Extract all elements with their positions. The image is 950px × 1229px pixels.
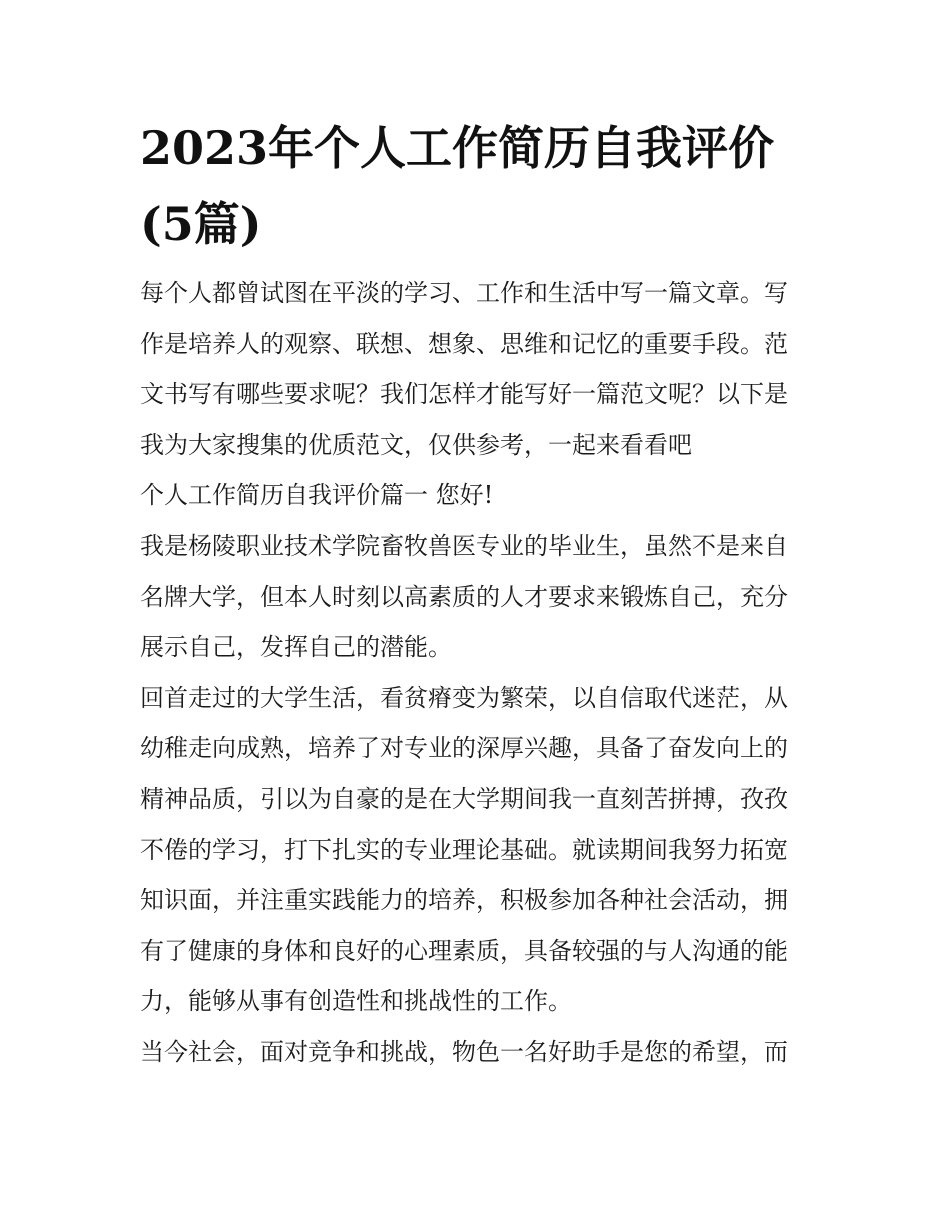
body-line: 有了健康的身体和良好的心理素质，具备较强的与人沟通的能 — [140, 936, 788, 965]
section-heading: 个人工作简历自我评价篇一 您好! — [140, 481, 494, 510]
title-line: 2023年个人工作简历自我评价 — [140, 121, 775, 175]
body-line: 文书写有哪些要求呢？我们怎样才能写好一篇范文呢？以下是 — [140, 380, 788, 409]
body-line: 展示自己，发挥自己的潜能。 — [140, 633, 452, 662]
document-content — [140, 110, 812, 1078]
title-line: (5篇) — [140, 197, 262, 251]
document-body — [140, 268, 812, 1078]
body-line: 精神品质，引以为自豪的是在大学期间我一直刻苦拼搏，孜孜 — [140, 784, 788, 813]
body-line: 当今社会，面对竞争和挑战，物色一名好助手是您的希望，而 — [140, 1037, 788, 1066]
body-line: 知识面，并注重实践能力的培养，积极参加各种社会活动，拥 — [140, 886, 788, 915]
body-line: 幼稚走向成熟，培养了对专业的深厚兴趣，具备了奋发向上的 — [140, 734, 788, 763]
body-line: 我为大家搜集的优质范文，仅供参考，一起来看看吧 — [140, 430, 692, 459]
document-title — [140, 110, 812, 262]
body-line: 名牌大学，但本人时刻以高素质的人才要求来锻炼自己，充分 — [140, 582, 788, 611]
body-line: 不倦的学习，打下扎实的专业理论基础。就读期间我努力拓宽 — [140, 835, 788, 864]
body-line: 每个人都曾试图在平淡的学习、工作和生活中写一篇文章。写 — [140, 279, 788, 307]
body-line: 作是培养人的观察、联想、想象、思维和记忆的重要手段。范 — [140, 329, 788, 358]
body-line: 力，能够从事有创造性和挑战性的工作。 — [140, 987, 572, 1016]
body-line: 我是杨陵职业技术学院畜牧兽医专业的毕业生，虽然不是来自 — [140, 531, 788, 560]
body-line: 回首走过的大学生活，看贫瘠变为繁荣，以自信取代迷茫，从 — [140, 683, 788, 712]
